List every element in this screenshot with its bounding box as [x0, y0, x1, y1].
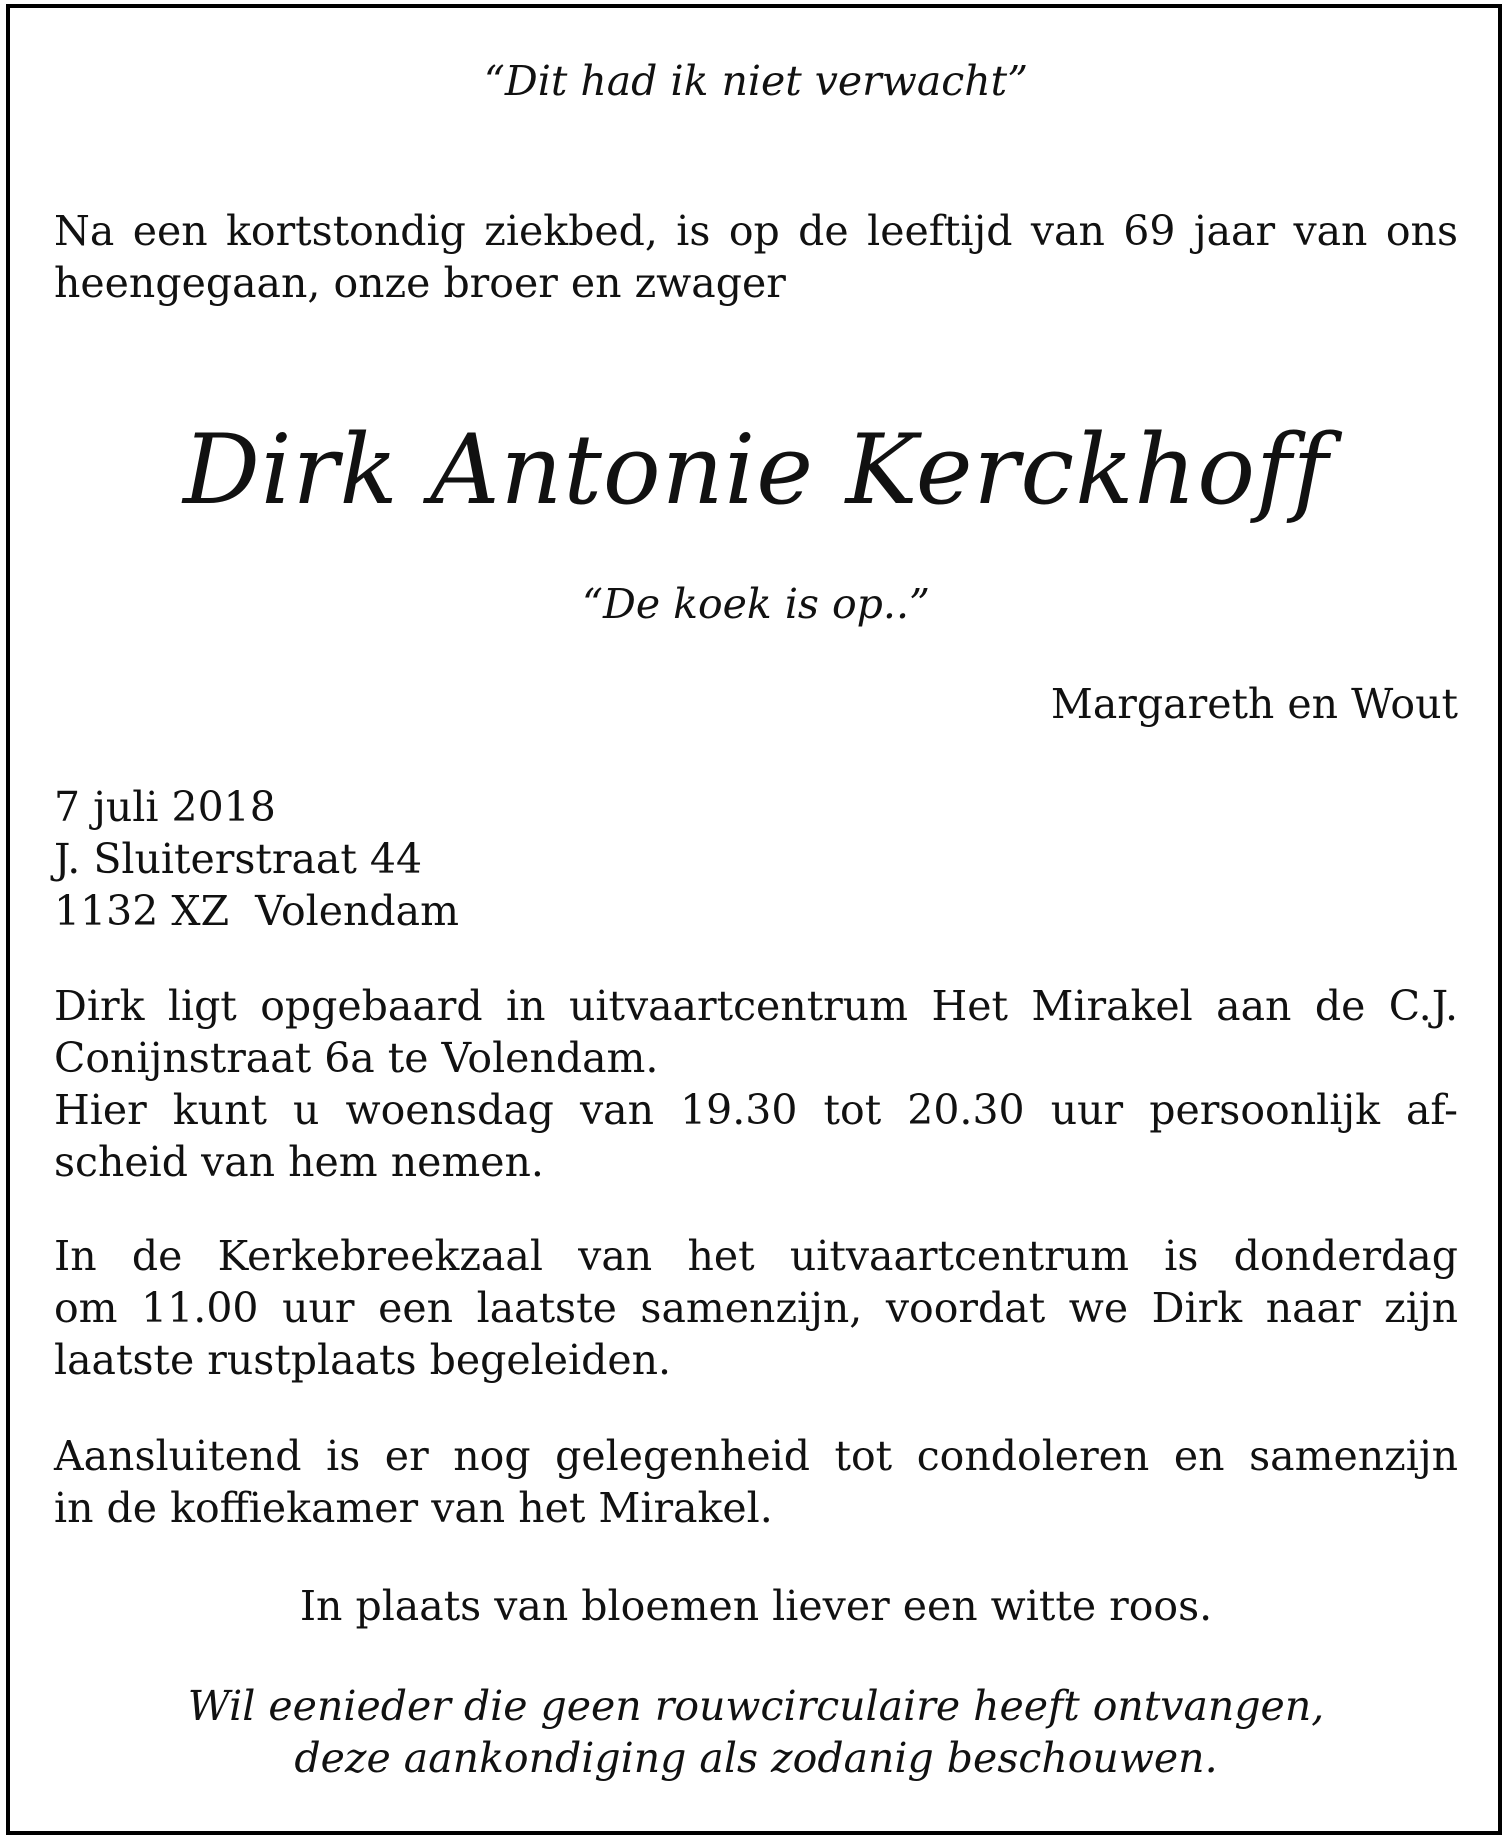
- closing-quote: “De koek is op..”: [582, 580, 930, 628]
- gathering-paragraph: [54, 1230, 1458, 1386]
- viewing-line-2: Conijnstraat 6a te Volendam.: [54, 1034, 659, 1082]
- gathering-line-1: In de Kerkebreekzaal van het uitvaartcentrum is donderdag: [54, 1232, 1458, 1280]
- address-date: 7 juli 2018: [54, 783, 276, 831]
- address-city: 1132 XZ Volendam: [54, 887, 459, 935]
- opening-quote: “Dit had ik niet verwacht”: [483, 57, 1029, 105]
- condolence-paragraph: [54, 1430, 1458, 1534]
- deceased-name: Dirk Antonie Kerckhoff: [182, 414, 1330, 526]
- gathering-line-3: laatste rustplaats begeleiden.: [54, 1336, 672, 1384]
- address-street: J. Sluiterstraat 44: [54, 835, 423, 883]
- gathering-line-2: om 11.00 uur een laatste samenzijn, voordat we Dirk naar zijn: [54, 1284, 1458, 1332]
- intro-line-1: Na een kortstondig ziekbed, is op de leeftijd van 69 jaar van ons: [54, 207, 1458, 255]
- viewing-line-3: Hier kunt u woensdag van 19.30 tot 20.30 uur persoonlijk af-: [54, 1086, 1458, 1134]
- viewing-paragraph: [54, 980, 1458, 1188]
- intro-paragraph: [54, 205, 1458, 309]
- viewing-line-1: Dirk ligt opgebaard in uitvaartcentrum Het Mirakel aan de C.J.: [54, 982, 1458, 1030]
- signatories: Margareth en Wout: [1050, 680, 1458, 728]
- flowers-note: In plaats van bloemen liever een witte roos.: [299, 1582, 1213, 1630]
- notice-line-1: Wil eenieder die geen rouwcirculaire heeft ontvangen,: [187, 1682, 1325, 1730]
- notice-line-2: deze aankondiging als zodanig beschouwen.: [294, 1734, 1218, 1782]
- viewing-line-4: scheid van hem nemen.: [54, 1138, 544, 1186]
- condolence-line-1: Aansluitend is er nog gelegenheid tot condoleren en samenzijn: [54, 1432, 1458, 1480]
- intro-line-2: heengegaan, onze broer en zwager: [54, 259, 786, 307]
- condolence-line-2: in de koffiekamer van het Mirakel.: [54, 1484, 773, 1532]
- address-block: [54, 781, 1458, 937]
- notice-paragraph: [0, 1680, 1512, 1784]
